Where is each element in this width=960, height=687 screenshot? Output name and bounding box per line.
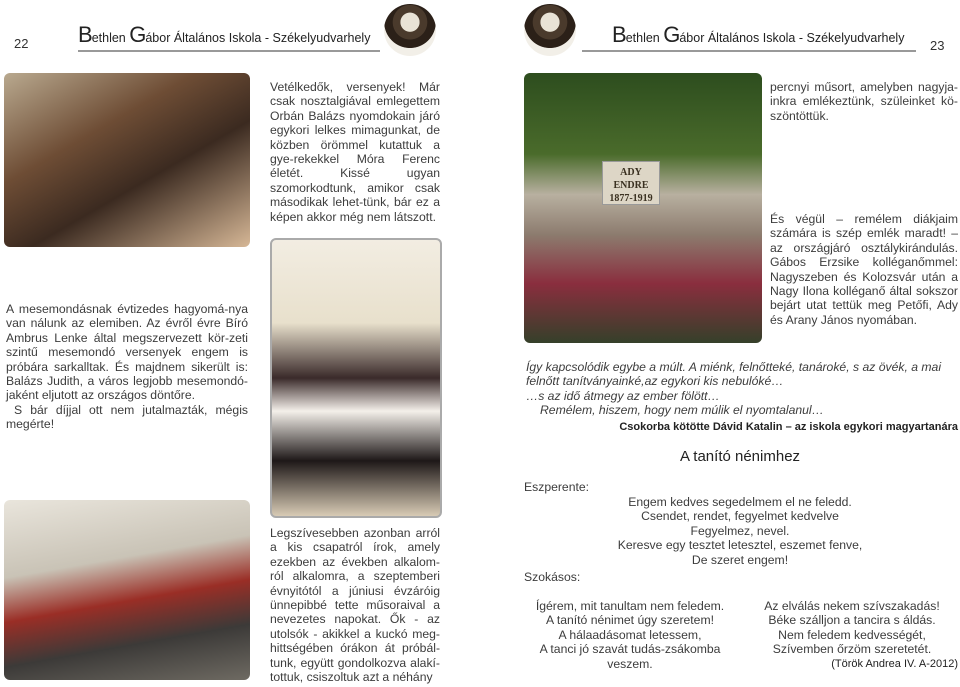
poem-author: (Török Andrea IV. A-2012): [831, 658, 958, 670]
poem-szokasos-left: [520, 599, 740, 671]
header-rule-left: [78, 50, 380, 52]
header-initial-b: B: [78, 22, 92, 47]
italic-reflection: [526, 360, 960, 418]
paragraph: S bár díjjal ott nem jutalmazták, mégis megérte!: [6, 402, 248, 432]
poem-szokasos-right: [752, 599, 952, 657]
italic-line: …s az idő átmegy az ember fölött…: [526, 388, 720, 403]
poem-label-szokasos: Szokásos:: [524, 570, 581, 584]
paragraph: A mesemondásnak évtizedes hagyomá-nya van nálunk az elemiben. Az évről évre Bíró Ambrus Lenke által megszervezett kör-zeti szintű mesemondó versenyek engem is próbára sarkalltak. És majdnem sikerült is: Balázs Judith, a város legjobb mesemondó-jaként eljutott az országos döntőre.: [6, 302, 248, 403]
poem-line: Szívemben őrzöm szeretetét.: [772, 642, 932, 657]
header-rest: ábor Általános Iskola - Székelyudvarhely: [679, 31, 905, 45]
poem-line: Az elválás nekem szívszakadás!: [764, 599, 940, 613]
poem-line: Béke szálljon a tancira s áldás.: [768, 613, 936, 628]
text-es-vegul: És végül – remélem diákjaim számára is szép emlék maradt! – az országjáró osztálykirándulás. Gábos Erzsike kolléganőmmel: Nagyszeben és Kolozsvár után a Nagy Ilona kolléganő által sokszor bejárt utat tettük meg Petőfi, Ady és Arany János nyomában.: [770, 212, 958, 327]
poem-line: veszem.: [607, 656, 653, 671]
italic-line: Így kapcsolódik egybe a múlt. A miénk, felnőtteké, tanároké, s az övék, a mai felnőtt tanítványainké,az egykori kis nebulóké…: [526, 360, 942, 389]
text-legszivesebben: Legszívesebben azonban arról a kis csapatról írok, amely ezekben az években alkalom-ról alkalomra, a szeptemberi évnyitótól a júniusi évzáróig ünnepibbé tette műsoraival a nevezetes napokat. Ők - az utolsók - akikkel a kuckó meg-hittségében órákon át próbál-tunk, együtt gondolkozva alakí-tottuk, csiszoltuk azt a néhány: [270, 526, 440, 685]
signature: Csokorba kötötte Dávid Katalin – az iskola egykori magyartanára: [619, 421, 958, 433]
poem-line: Nem feledem kedvességét,: [778, 627, 926, 642]
poem-eszperente: [580, 495, 900, 567]
poem-line: Ígérem, mit tanultam nem feledem.: [535, 599, 725, 613]
poem-line: A tanító nénimet úgy szeretem!: [545, 613, 714, 628]
text-vetelkedok: Vetélkedők, versenyek! Már csak nosztalgiával emlegettem Orbán Balázs nyomdokain járó egykori lelkes mimagunkat, de közben örömmel kutattuk a gye-rekekkel Móra Ferenc életét. Kissé ugyan szomorkodtunk, amikor csak másodikak lehet-tünk, bár ez a képen akkor még nem látszott.: [270, 80, 440, 224]
header-ethlen: ethlen: [625, 31, 664, 45]
page-number-right: 23: [930, 38, 945, 53]
photo-girl-folk-costume: [270, 238, 442, 518]
poem-line: Fegyelmez, nevel.: [690, 523, 790, 538]
photo-ady-statue-trip: [524, 73, 762, 343]
header-initial-g: G: [129, 22, 146, 47]
poem-line: A hálaadásomat letessem,: [558, 627, 702, 642]
page-number-left: 22: [14, 36, 29, 51]
italic-line: Remélem, hiszem, hogy nem múlik el nyomtalanul…: [540, 403, 824, 418]
poem-line: Keresve egy tesztet letesztel, eszemet fenve,: [617, 538, 863, 553]
page-header-right: [612, 22, 904, 48]
poem-label-eszperente: Eszperente:: [524, 480, 590, 494]
header-initial-b: B: [612, 22, 626, 47]
page-header-left: [78, 22, 370, 48]
photo-school-performance: [4, 500, 250, 680]
text-percnyi: percnyi műsort, amelyben nagyja-inkra emlékeztünk, szüleinket kö-szöntöttük.: [770, 80, 958, 123]
statue-plaque: ADY ENDRE 1877-1919: [602, 161, 660, 205]
bethlen-portrait-left: [384, 4, 436, 56]
poem-line: Engem kedves segedelmem el ne feledd.: [628, 495, 852, 509]
poem-line: Csendet, rendet, fegyelmet kedvelve: [641, 509, 839, 524]
bethlen-portrait-right: [524, 4, 576, 56]
header-initial-g: G: [663, 22, 680, 47]
photo-girls-classroom: [4, 73, 250, 247]
poem-line: De szeret engem!: [691, 552, 789, 567]
header-rest: ábor Általános Iskola - Székelyudvarhely: [145, 31, 371, 45]
text-mesemondas: [6, 302, 248, 432]
header-rule-right: [582, 50, 916, 52]
poem-title: A tanító nénimhez: [679, 448, 801, 465]
header-ethlen: ethlen: [91, 31, 130, 45]
poem-line: A tanci jó szavát tudás-zsákomba: [539, 642, 721, 657]
